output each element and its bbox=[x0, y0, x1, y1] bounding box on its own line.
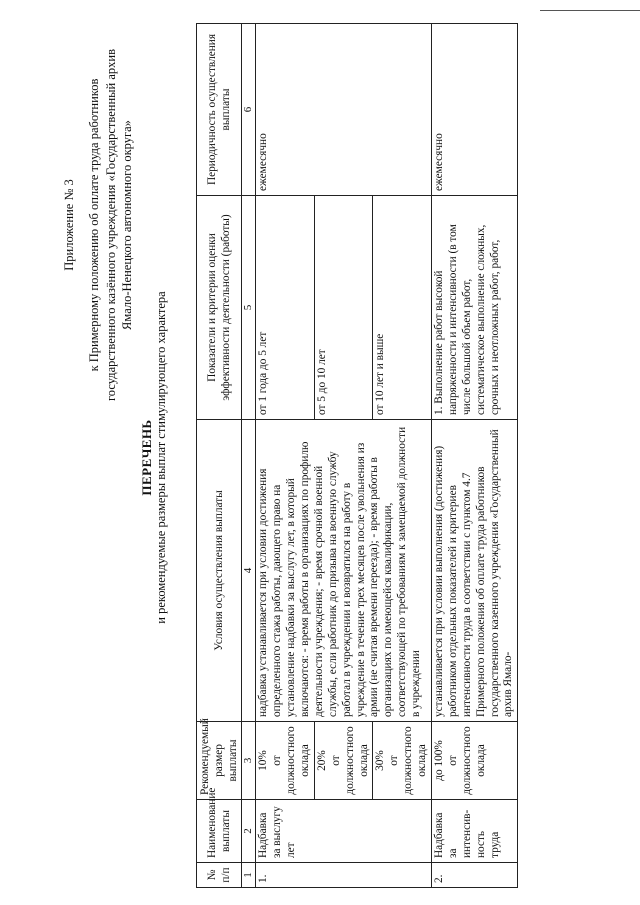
payment-size bbox=[314, 722, 373, 800]
payment-name: Надбавка за выслугу лет bbox=[256, 800, 432, 863]
payments-table bbox=[196, 23, 518, 888]
column-number: 5 bbox=[242, 196, 256, 420]
header-name: Наименование выплаты bbox=[197, 800, 242, 863]
row-number: 2. bbox=[432, 863, 518, 888]
size-note: от должностного оклада bbox=[388, 726, 429, 795]
header-criteria: Показатели и критерии оценки эффективности деятельности (работы) bbox=[197, 196, 242, 420]
payment-criteria: 1. Выполнение работ высокой напряженности и интенсивности (в том числе большой объем работ, систематическое выполнение сложных, срочных и неотложных работ, работ, bbox=[432, 196, 518, 420]
payment-size bbox=[373, 722, 432, 800]
document-title: ПЕРЕЧЕНЬ bbox=[139, 419, 154, 496]
column-number: 1 bbox=[242, 863, 256, 888]
size-value: 20% bbox=[315, 750, 328, 771]
column-number: 2 bbox=[242, 800, 256, 863]
payment-size bbox=[256, 722, 315, 800]
size-value: 10% bbox=[257, 750, 270, 771]
size-value: 30% bbox=[374, 750, 387, 771]
payment-period: ежемесячно bbox=[256, 24, 432, 196]
payment-criteria: от 1 года до 5 лет bbox=[256, 196, 315, 420]
row-number: 1. bbox=[256, 863, 432, 888]
column-number: 6 bbox=[242, 24, 256, 196]
size-note: от должностного оклада bbox=[329, 726, 370, 795]
header-conditions: Условия осуществления выплаты bbox=[197, 420, 242, 722]
payment-criteria: от 10 лет и выше bbox=[373, 196, 432, 420]
column-number: 4 bbox=[242, 420, 256, 722]
appendix-label: Приложение № 3 bbox=[62, 179, 76, 271]
top-rule bbox=[540, 10, 640, 11]
payment-period: ежемесячно bbox=[432, 24, 518, 196]
table-row bbox=[256, 24, 315, 888]
document-subtitle: и рекомендуемые размеры выплат стимулирующего характера bbox=[154, 291, 168, 624]
header-period: Периодичность осуществления выплаты bbox=[197, 24, 242, 196]
header-size: Рекомендуемый размер выплаты bbox=[197, 722, 242, 800]
payment-conditions: надбавка устанавливается при условии достижения определенного стажа работы, дающего право на установление надбавки за выслугу лет, в который включаются: - время работы в организациях по профилю деятельности учреждения; - время срочной военной службы, если работник до призыва на военную службу работал в учреждении и возвратился на работу в учреждение в течение трех месяцев после увольнения из армии (не считая времени переезда); - время работы в организациях по имеющейся квалификации, соответствующей по требованиям к замещаемой должности в учреждении bbox=[256, 420, 432, 722]
column-number-row bbox=[242, 24, 256, 888]
payment-criteria: от 5 до 10 лет bbox=[314, 196, 373, 420]
size-note: от должностного оклада bbox=[446, 726, 487, 795]
table-header-row bbox=[197, 24, 242, 888]
rotated-page bbox=[0, 20, 640, 895]
payment-size bbox=[432, 722, 518, 800]
table-row bbox=[432, 24, 518, 888]
appendix-basis: к Примерному положению об оплате труда работников государственного казённого учреждения «Государственный архив Ямало-Ненецкого автономного округа» bbox=[87, 48, 134, 402]
column-number: 3 bbox=[242, 722, 256, 800]
payment-name: Надбавка за интенсив-ность труда bbox=[432, 800, 518, 863]
size-value: до 100% bbox=[433, 740, 446, 781]
size-note: от должностного оклада bbox=[271, 726, 311, 795]
payment-conditions: устанавливается при условии выполнения (достижения) работником отдельных показателей и критериев интенсивности труда в соответствии с пунктом 4.7 Примерного положения об оплате труда работников государственного казенного учреждения «Государственный архив Ямало- bbox=[432, 420, 518, 722]
header-num: № п/п bbox=[197, 863, 242, 888]
